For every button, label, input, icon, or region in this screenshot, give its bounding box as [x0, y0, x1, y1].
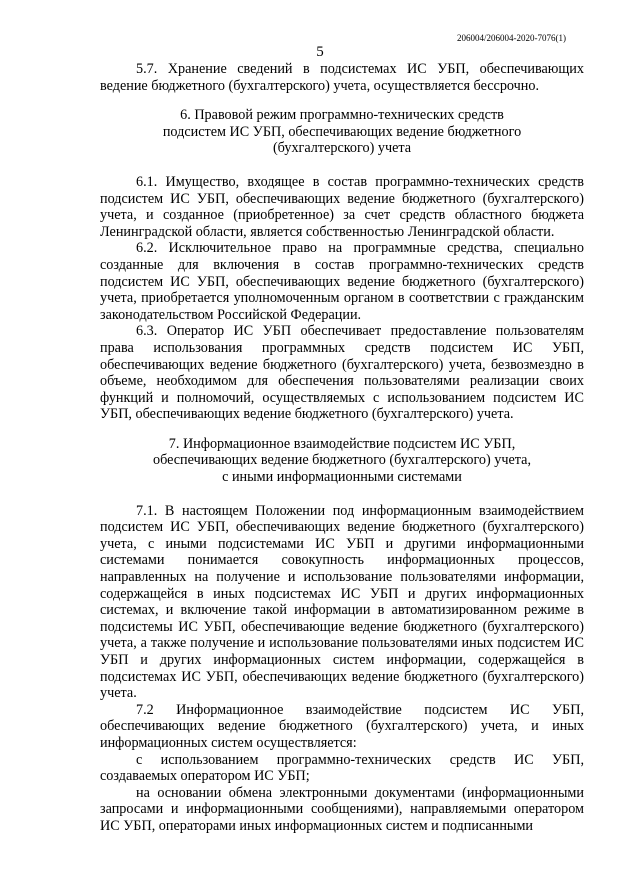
- paragraph-6-1: 6.1. Имущество, входящее в состав программно-технических средств подсистем ИС УБП, обеспечивающих ведение бюджетного (бухгалтерского) учета, и созданное (приобретенное) за счет средств областного бюджета Ленинградской области, является собственностью Ленинградской области.: [100, 173, 584, 240]
- heading-7-line-2: обеспечивающих ведение бюджетного (бухгалтерского) учета,: [152, 452, 532, 469]
- heading-6-line-3: (бухгалтерского) учета: [272, 140, 412, 157]
- heading-6-line-1: 6. Правовой режим программно-технических средств: [180, 107, 504, 124]
- heading-7-line-1: 7. Информационное взаимодействие подсистем ИС УБП,: [168, 435, 516, 452]
- paragraph-7-2-item-a: с использованием программно-технических средств ИС УБП, создаваемых оператором ИС УБП;: [100, 751, 584, 785]
- paragraph-7-1: 7.1. В настоящем Положении под информационным взаимодействием подсистем ИС УБП, обеспечивающих ведение бюджетного (бухгалтерского) учета, с иными подсистемами ИС УБП и другими информационными системами понимается совокупность информационных процессов, направленных на получение и использование пользователями информации, содержащейся в иных подсистемах ИС УБП и других информационных системах, и включение такой информации в автоматизированном режиме в подсистемы ИС УБП, обеспечивающие ведение бюджетного (бухгалтерского) учета, а также получение и использование пользователями иных подсистем ИС УБП и других информационных систем информации, содержащейся в подсистемах ИС УБП, обеспечивающих ведение бюджетного (бухгалтерского) учета.: [100, 502, 584, 702]
- document-body: [100, 61, 584, 835]
- document-code: 206004/206004-2020-7076(1): [457, 33, 566, 43]
- paragraph-5-7: 5.7. Хранение сведений в подсистемах ИС УБП, обеспечивающих ведение бюджетного (бухгалтерского) учета, осуществляется бессрочно.: [100, 61, 584, 94]
- paragraph-7-2: 7.2 Информационное взаимодействие подсистем ИС УБП, обеспечивающих ведение бюджетного (бухгалтерского) учета, и иных информационных систем осуществляется:: [100, 701, 584, 751]
- section-heading-6: [100, 107, 584, 157]
- heading-7-line-3: с иными информационными системами: [222, 469, 462, 486]
- paragraph-6-2: 6.2. Исключительное право на программные средства, специально созданные для включения в состав программно-технических средств подсистем ИС УБП, обеспечивающих ведение бюджетного (бухгалтерского) учета, приобретается уполномоченным органом в соответствии с гражданским законодательством Российской Федерации.: [100, 240, 584, 323]
- paragraph-7-2-item-b: на основании обмена электронными документами (информационными запросами и информационными сообщениями), направляемыми оператором ИС УБП, операторами иных информационных систем и подписанными: [100, 784, 584, 834]
- section-heading-7: [100, 436, 584, 486]
- paragraph-6-3: 6.3. Оператор ИС УБП обеспечивает предоставление пользователям права использования программных средств подсистем ИС УБП, обеспечивающих ведение бюджетного (бухгалтерского) учета, безвозмездно в объеме, необходимом для обеспечения пользователями реализации своих функций и полномочий, осуществляемых с использованием подсистем ИС УБП, обеспечивающих ведение бюджетного (бухгалтерского) учета.: [100, 323, 584, 423]
- page-number: 5: [316, 44, 324, 60]
- heading-6-line-2: подсистем ИС УБП, обеспечивающих ведение бюджетного: [162, 123, 522, 140]
